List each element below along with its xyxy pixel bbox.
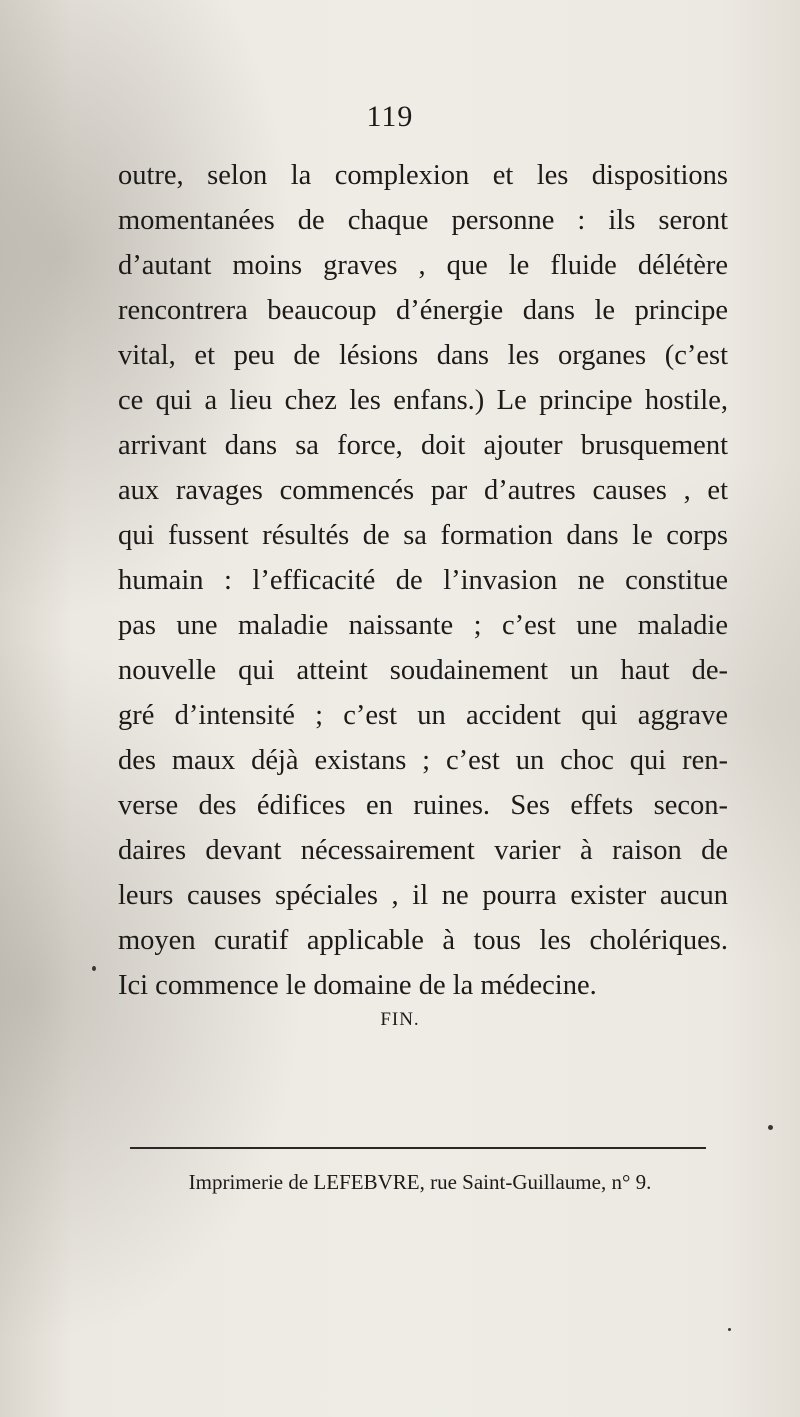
text-line: des maux déjà existans ; c’est un choc qui ren- [118,745,728,776]
page-number: 119 [366,100,414,133]
text-line: momentanées de chaque personne : ils seront [118,205,728,236]
body-text [118,153,728,1008]
ink-speck [728,1328,731,1331]
text-line: outre, selon la complexion et les dispositions [118,160,728,191]
end-mark: FIN. [380,1009,420,1030]
text-line: qui fussent résultés de sa formation dans le corps [118,520,728,551]
ink-speck [768,1125,773,1130]
ink-speck [92,966,96,971]
text-line: daires devant nécessairement varier à raison de [118,835,728,866]
text-line: pas une maladie naissante ; c’est une maladie [118,610,728,641]
text-line: d’autant moins graves , que le fluide délétère [118,250,728,281]
text-line: ce qui a lieu chez les enfans.) Le principe hostile, [118,385,728,416]
text-line: leurs causes spéciales , il ne pourra exister aucun [118,880,728,911]
text-line: verse des édifices en ruines. Ses effets secon- [118,790,728,821]
printer-imprint: Imprimerie de LEFEBVRE, rue Saint-Guillaume, n° 9. [188,1170,652,1194]
divider-rule [130,1147,706,1149]
text-line: aux ravages commencés par d’autres causes , et [118,475,728,506]
text-line: arrivant dans sa force, doit ajouter brusquement [118,430,728,461]
text-line: vital, et peu de lésions dans les organes (c’est [118,340,728,371]
text-line: rencontrera beaucoup d’énergie dans le principe [118,295,728,326]
text-line: gré d’intensité ; c’est un accident qui aggrave [118,700,728,731]
text-line: moyen curatif applicable à tous les cholériques. [118,925,728,956]
text-line: nouvelle qui atteint soudainement un haut de- [118,655,728,686]
text-line: humain : l’efficacité de l’invasion ne constitue [118,565,728,596]
text-line: Ici commence le domaine de la médecine. [118,970,597,1001]
